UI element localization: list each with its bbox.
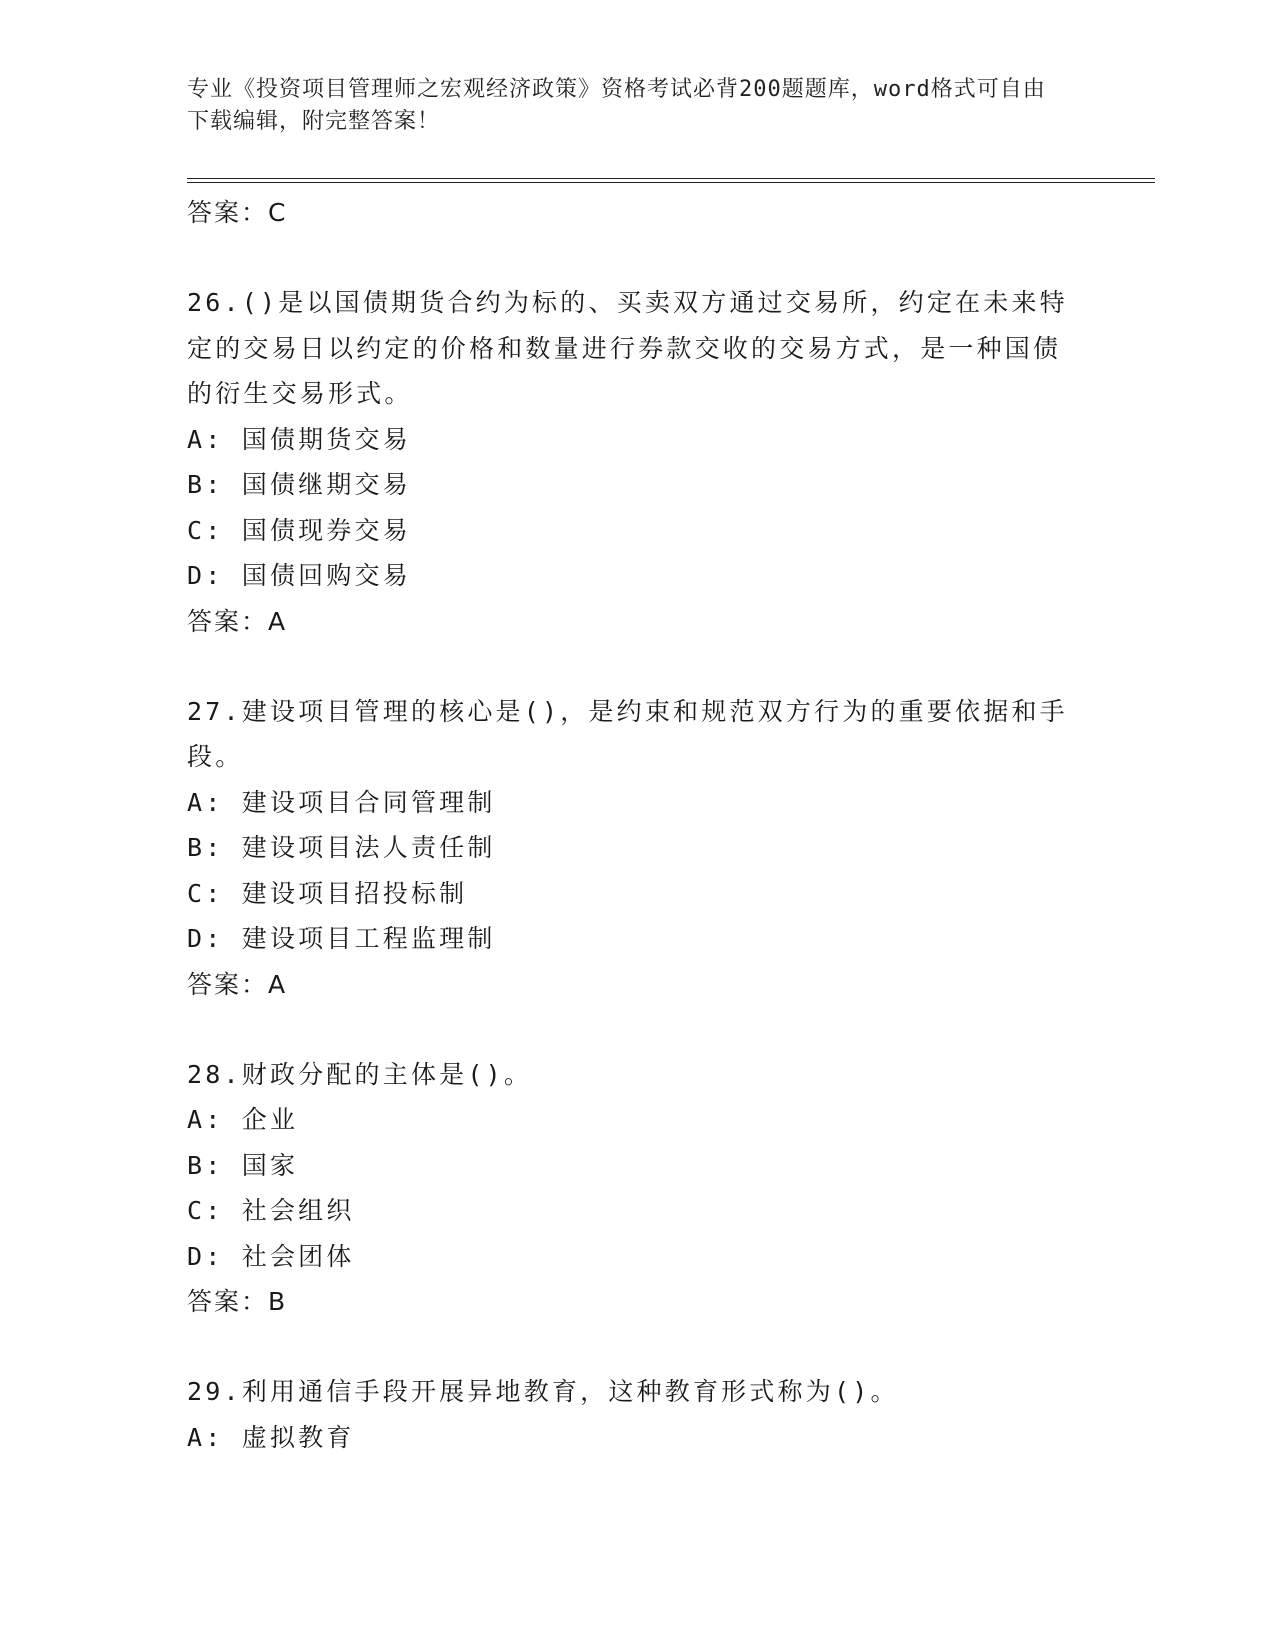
question-28-option-b: B: 国家	[187, 1150, 299, 1180]
question-28-stem: 28.财政分配的主体是()。	[187, 1059, 533, 1089]
question-27-option-d: D: 建设项目工程监理制	[187, 924, 496, 953]
question-27-option-a: A: 建设项目合同管理制	[187, 787, 496, 817]
page-header: 专业《投资项目管理师之宏观经济政策》资格考试必背200题题库，word格式可自由下载编辑，附完整答案！	[187, 77, 1046, 134]
spacer	[187, 645, 1087, 689]
question-27-answer: 答案：A	[187, 969, 288, 999]
question-28	[187, 1052, 1087, 1326]
question-28-option-c: C: 社会组织	[187, 1196, 355, 1225]
question-26-option-d: D: 国债回购交易	[187, 561, 411, 590]
question-26-option-c: C: 国债现券交易	[187, 515, 411, 545]
question-29-option-a: A: 虚拟教育	[187, 1422, 355, 1452]
question-26-option-a: A: 国债期货交易	[187, 424, 411, 454]
question-29-stem: 29.利用通信手段开展异地教育，这种教育形式称为()。	[187, 1377, 899, 1406]
question-28-option-a: A: 企业	[187, 1105, 299, 1134]
question-27	[187, 689, 1087, 1008]
question-list	[187, 190, 1087, 1460]
spacer	[187, 1325, 1087, 1369]
question-26	[187, 280, 1087, 645]
question-26-option-b: B: 国债继期交易	[187, 470, 411, 499]
answer-25: 答案：C	[187, 198, 288, 227]
question-26-answer: 答案：A	[187, 606, 288, 636]
question-28-option-d: D: 社会团体	[187, 1241, 355, 1271]
question-26-stem: 26.()是以国债期货合约为标的、买卖双方通过交易所，约定在未来特定的交易日以约定的价格和数量进行券款交收的交易方式，是一种国债的衍生交易形式。	[187, 288, 1068, 408]
question-29	[187, 1369, 1087, 1460]
spacer	[187, 1008, 1087, 1052]
question-28-answer: 答案：B	[187, 1287, 288, 1316]
spacer	[187, 236, 1087, 280]
question-27-option-b: B: 建设项目法人责任制	[187, 833, 496, 862]
header-divider	[187, 178, 1155, 183]
question-27-option-c: C: 建设项目招投标制	[187, 878, 468, 908]
question-27-stem: 27.建设项目管理的核心是()，是约束和规范双方行为的重要依据和手段。	[187, 696, 1068, 771]
